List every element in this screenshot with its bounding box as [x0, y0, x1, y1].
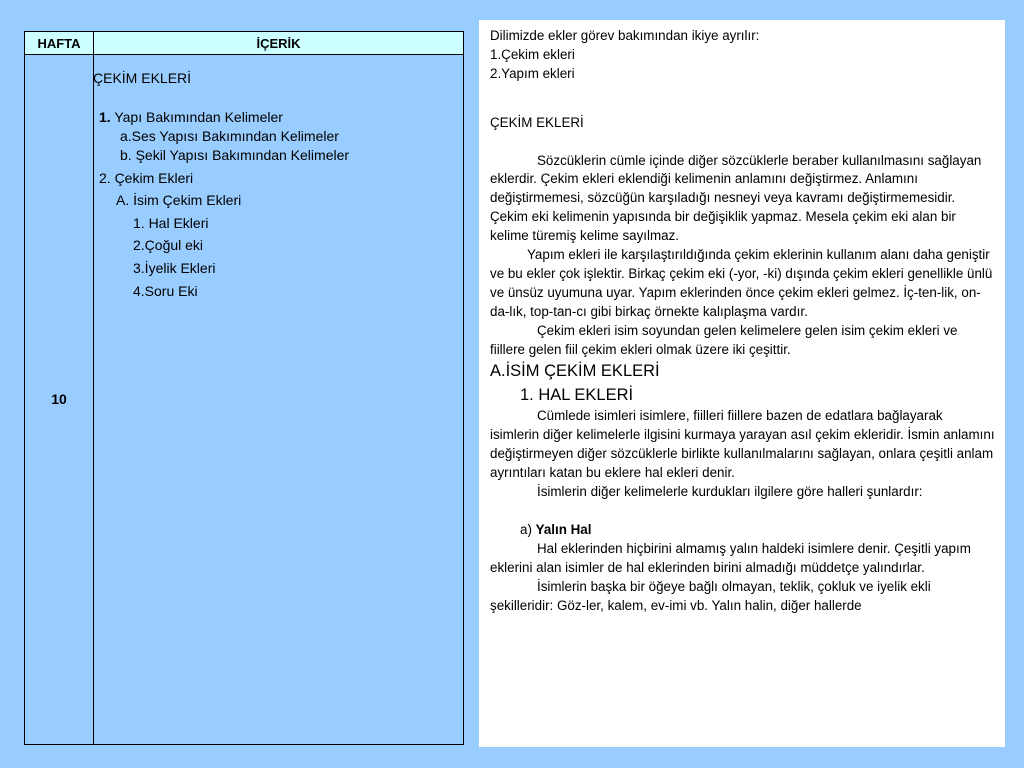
content-item-1b: b. Şekil Yapısı Bakımından Kelimeler: [120, 147, 350, 163]
intro-line: Dilimizde ekler görev bakımından ikiye ayrılır:: [490, 28, 760, 43]
table-header-row: [25, 32, 463, 55]
paragraph-4: Cümlede isimleri isimlere, fiilleri fiillere bazen de edatlara bağlayarak isimlerin diğer kelimelerle ilgisini kurmaya yarayan asıl çekim ekleridir. İsmin anlamını değiştirmeyen diğer sözcüklerle birlikte kullanılmalarını sağlayan, onlara çeşitli anlam ayrıntıları katan bu eklere hal ekleri denir.: [490, 408, 995, 481]
content-item-2: 2. Çekim Ekleri: [99, 170, 194, 186]
content-sub-4: 4.Soru Eki: [133, 283, 198, 299]
paragraph-2: Yapım ekleri ile karşılaştırıldığında çekim eklerinin kullanım alanı daha geniştir ve bu ekler çok işlektir. Birkaç çekim eki (-yor, -ki) dışında çekim ekleri genellikle ünlü ve ünsüz uyumuna uyar. Yapım eklerinden önce çekim ekleri gelmez. İç-ten-lik, on-da-lık, top-tan-cı gibi birkaç örnekte kalıplaşma vardır.: [490, 247, 993, 319]
paragraph-1: Sözcüklerin cümle içinde diğer sözcüklerle beraber kullanılmasını sağlayan eklerdir. Çekim ekleri eklendiği kelimenin anlamını değiştirmez. Anlamını değiştirmemesi, sözcüğün karşıladığı nesneyi veya kavramı değiştirmemesidir. Çekim eki kelimenin yapısında bir değişiklik yapmaz. Mesela çekim eki alan bir kelime türemiş kelime sayılmaz.: [490, 152, 982, 244]
paragraph-3: Çekim ekleri isim soyundan gelen kelimelere gelen isim çekim ekleri ve fiillere gelen fiil çekim ekleri olmak üzere iki çeşittir.: [490, 322, 958, 357]
content-item-1a: a.Ses Yapısı Bakımından Kelimeler: [120, 128, 339, 144]
heading-isim-cekim: A.İSİM ÇEKİM EKLERİ: [490, 362, 660, 381]
table-body-row: [25, 54, 463, 744]
header-content: İÇERİK: [256, 35, 301, 51]
header-week: HAFTA: [25, 32, 94, 54]
heading-hal-ekleri: 1. HAL EKLERİ: [520, 386, 634, 405]
curriculum-table: [24, 31, 464, 745]
paragraph-7: İsimlerin başka bir öğeye bağlı olmayan, teklik, çokluk ve iyelik ekli şekilleridir: Göz-ler, kalem, ev-imi vb. Yalın halin, diğer hallerde: [490, 578, 931, 613]
content-item-1: [99, 109, 283, 125]
paragraph-5: İsimlerin diğer kelimelerle kurdukları ilgilere göre halleri şunlardır:: [537, 484, 923, 500]
list-item-1: 1.Çekim ekleri: [490, 46, 575, 62]
paragraph-6: Hal eklerinden hiçbirini almamış yalın haldeki isimlere denir. Çeşitli yapım eklerini alan isimler de hal eklerinden birini almadığı müddetçe yalındırlar.: [490, 540, 971, 575]
text-panel: [479, 20, 1005, 747]
sub-heading-a-prefix: a): [520, 521, 532, 537]
content-item-1-text: Yapı Bakımından Kelimeler: [114, 109, 283, 125]
content-item-1-number: 1.: [99, 109, 111, 125]
content-item-2a: A. İsim Çekim Ekleri: [116, 192, 242, 208]
content-sub-1: 1. Hal Ekleri: [133, 215, 209, 231]
week-number: 10: [25, 54, 94, 744]
sub-heading-a-title: Yalın Hal: [535, 521, 592, 537]
list-item-2: 2.Yapım ekleri: [490, 65, 575, 81]
content-sub-2: 2.Çoğul eki: [133, 237, 204, 253]
content-sub-3: 3.İyelik Ekleri: [133, 260, 216, 276]
content-cell: [94, 54, 463, 744]
sub-heading-a: [490, 521, 995, 540]
content-title: ÇEKİM EKLERİ: [93, 70, 192, 86]
section-title: ÇEKİM EKLERİ: [490, 114, 584, 130]
